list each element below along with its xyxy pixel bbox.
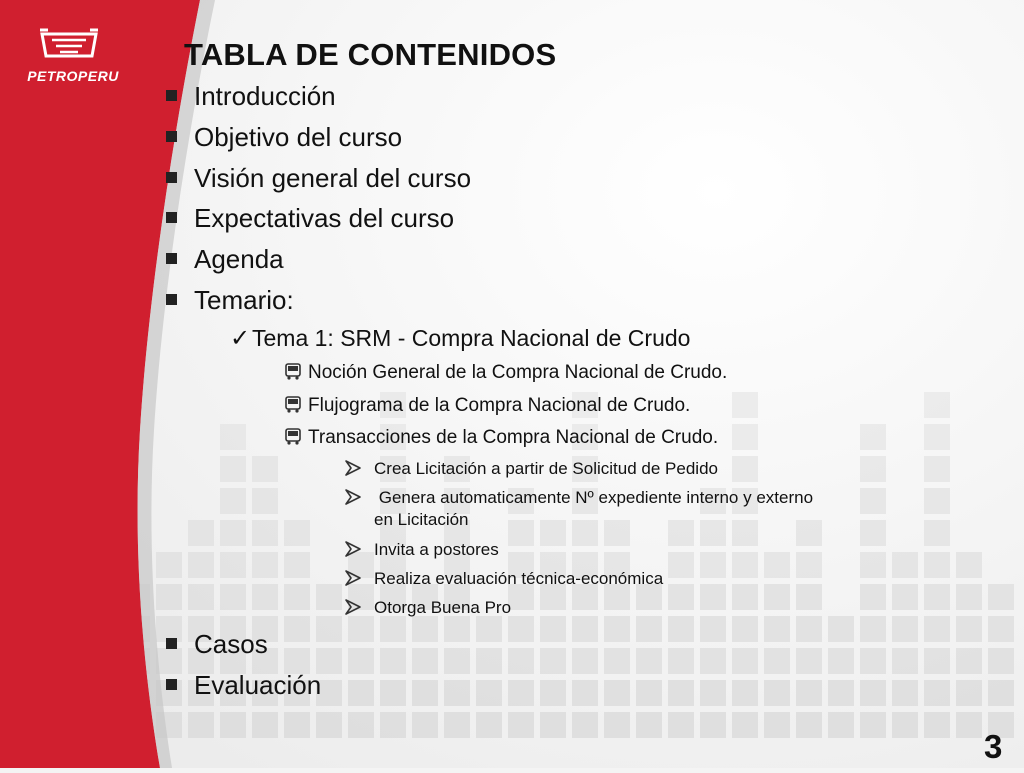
action-label: Crea Licitación a partir de Solicitud de Pedido: [374, 459, 718, 478]
square-bullet-icon: [166, 253, 177, 264]
square-bullet-icon: [166, 172, 177, 183]
toc-item-label: Agenda: [194, 244, 284, 274]
toc-item: [166, 668, 321, 702]
action-label: Invita a postores: [374, 540, 499, 559]
toc-item: [166, 627, 268, 661]
action-item: [344, 539, 499, 561]
action-item: [344, 597, 511, 619]
toc-item-label: Visión general del curso: [194, 163, 472, 193]
action-label: Genera automaticamente Nº expediente interno y externo: [374, 488, 814, 507]
square-bullet-icon: [166, 679, 177, 690]
subitem: [284, 393, 690, 419]
arrow-bullet-icon: [344, 569, 362, 587]
petroperu-emblem-icon: [38, 26, 100, 62]
subitem: [284, 425, 718, 451]
subitem-label: Noción General de la Compra Nacional de Crudo.: [308, 362, 728, 383]
page-title: TABLA DE CONTENIDOS: [184, 37, 557, 72]
action-item: [344, 568, 663, 590]
page-number: 3: [984, 728, 1003, 765]
checkmark-icon: ✓: [230, 325, 251, 352]
square-bullet-icon: [166, 294, 177, 305]
action-label: Otorga Buena Pro: [374, 598, 512, 617]
toc-item-label: Casos: [194, 629, 268, 659]
arrow-bullet-icon: [344, 540, 362, 558]
square-bullet-icon: [166, 638, 177, 649]
arrow-bullet-icon: [344, 598, 362, 616]
tema-item: [230, 323, 690, 353]
toc-item: [166, 283, 294, 317]
logo-text: PETROPERU: [27, 68, 119, 84]
toc-item: [166, 120, 402, 154]
square-bullet-icon: [166, 90, 177, 101]
action-item: [344, 458, 718, 480]
square-bullet-icon: [166, 212, 177, 223]
bus-icon: [284, 363, 302, 380]
subitem-label: Transacciones de la Compra Nacional de Crudo.: [308, 427, 719, 448]
toc-item-label: Introducción: [194, 81, 336, 111]
tema-label: Tema 1: SRM - Compra Nacional de Crudo: [252, 325, 691, 351]
toc-item: [166, 161, 471, 195]
toc-item: [166, 79, 336, 113]
bus-icon: [284, 428, 302, 445]
toc-item-label: Expectativas del curso: [194, 203, 455, 233]
action-item: [344, 487, 813, 531]
toc-item: [166, 201, 454, 235]
action-label-continued: en Licitación: [374, 510, 469, 529]
action-label: Realiza evaluación técnica-económica: [374, 569, 664, 588]
subitem: [284, 360, 727, 386]
arrow-bullet-icon: [344, 459, 362, 477]
toc-item: [166, 242, 284, 276]
subitem-label: Flujograma de la Compra Nacional de Crudo.: [308, 395, 691, 416]
toc-item-label: Objetivo del curso: [194, 122, 403, 152]
toc-item-label: Temario:: [194, 285, 294, 315]
arrow-bullet-icon: [344, 488, 362, 506]
toc-item-label: Evaluación: [194, 670, 322, 700]
petroperu-logo: [18, 26, 128, 86]
bus-icon: [284, 396, 302, 413]
square-bullet-icon: [166, 131, 177, 142]
